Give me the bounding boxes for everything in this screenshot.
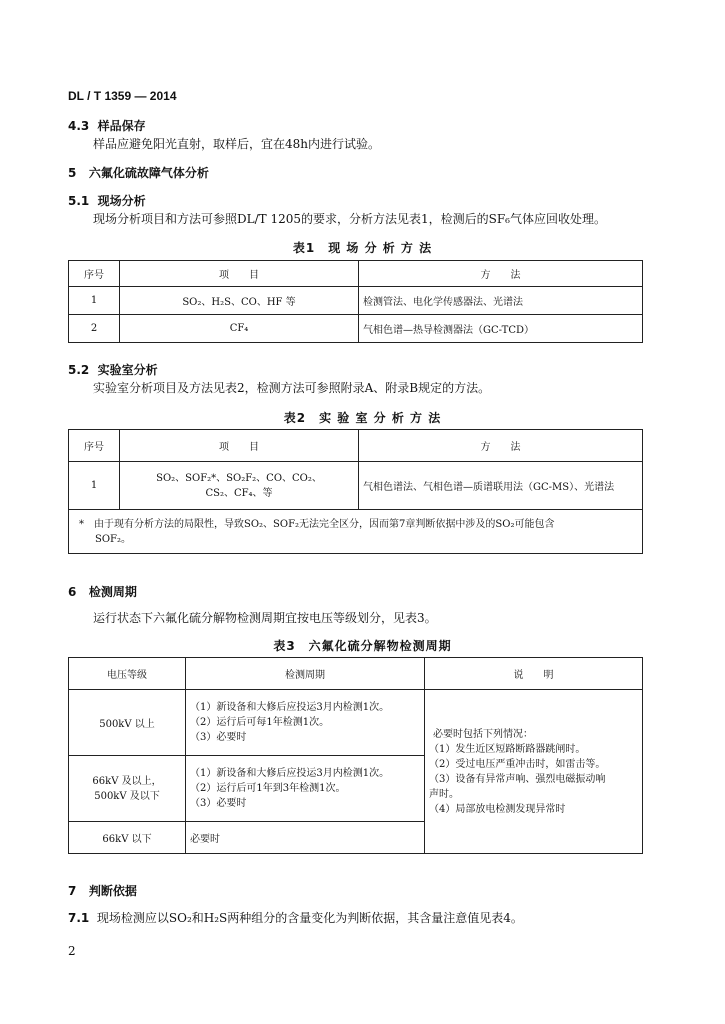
table-cell bbox=[186, 756, 425, 822]
section-7-1-text bbox=[68, 909, 523, 926]
section-5-1-heading bbox=[68, 192, 146, 209]
section-number: 7 bbox=[68, 884, 77, 898]
table-header-cell: 方 法 bbox=[359, 261, 643, 287]
section-text: 现场检测应以SO₂和H₂S两种组分的含量变化为判断依据，其含量注意值见表4。 bbox=[96, 911, 523, 925]
period-line: （3）必要时 bbox=[190, 732, 247, 743]
table-header-cell: 说 明 bbox=[425, 658, 643, 690]
table-3-caption: 表3 六氟化硫分解物检测周期 bbox=[273, 639, 452, 653]
table-header-cell: 电压等级 bbox=[69, 658, 186, 690]
table-cell: 必要时 bbox=[186, 822, 425, 854]
section-title: 六氟化硫故障气体分析 bbox=[88, 166, 209, 180]
period-line: （3）必要时 bbox=[190, 798, 247, 809]
section-title: 判断依据 bbox=[88, 884, 137, 898]
section-title: 检测周期 bbox=[88, 585, 137, 599]
section-4-3-text: 样品应避免阳光直射，取样后，宜在48h内进行试验。 bbox=[93, 137, 381, 151]
table-cell: 检测管法、电化学传感器法、光谱法 bbox=[359, 287, 643, 315]
note-line: 必要时包括下列情况： bbox=[433, 728, 533, 740]
section-number: 6 bbox=[68, 585, 77, 599]
table-header-cell: 序号 bbox=[69, 261, 120, 287]
table-2 bbox=[68, 429, 643, 554]
table-header-cell: 序号 bbox=[69, 430, 120, 462]
note-line: SOF₂。 bbox=[95, 533, 131, 545]
page-number: 2 bbox=[68, 944, 76, 958]
table-1-caption: 表1 现 场 分 析 方 法 bbox=[292, 241, 433, 255]
table-cell: 气相色谱—热导检测器法（GC-TCD） bbox=[359, 315, 643, 343]
table-1 bbox=[68, 260, 643, 343]
table-note bbox=[69, 510, 643, 554]
voltage-line: 500kV 及以下 bbox=[94, 790, 160, 802]
note-line: （4）局部放电检测发现异常时 bbox=[429, 803, 566, 815]
voltage-line: 66kV 及以上， bbox=[92, 775, 162, 787]
item-line: SO₂、SOF₂*、SO₂F₂、CO、CO₂、 bbox=[156, 472, 322, 484]
document-header: DL / T 1359 — 2014 bbox=[68, 89, 177, 103]
table-cell: CF₄ bbox=[120, 315, 359, 343]
table-cell: 气相色谱法、气相色谱—质谱联用法（GC-MS）、光谱法 bbox=[359, 462, 643, 510]
table-cell: 66kV 以下 bbox=[69, 822, 186, 854]
section-4-3-heading bbox=[68, 117, 146, 134]
note-line: （3）设备有异常声响、强烈电磁振动响 bbox=[429, 773, 606, 785]
section-5-2-text: 实验室分析项目及方法见表2，检测方法可参照附录A、附录B规定的方法。 bbox=[93, 381, 491, 395]
item-line: CS₂、CF₄、等 bbox=[205, 487, 273, 499]
section-number: 5 bbox=[68, 166, 77, 180]
table-2-caption: 表2 实 验 室 分 析 方 法 bbox=[283, 411, 442, 425]
table-3 bbox=[68, 657, 643, 854]
section-title: 样品保存 bbox=[97, 119, 146, 133]
section-title: 实验室分析 bbox=[97, 363, 158, 377]
period-line: （2）运行后可每1年检测1次。 bbox=[190, 717, 330, 728]
table-note-cell bbox=[425, 690, 643, 854]
table-cell bbox=[186, 690, 425, 756]
section-number: 5.2 bbox=[68, 363, 90, 377]
section-5-1-text: 现场分析项目和方法可参照DL/T 1205的要求，分析方法见表1，检测后的SF₆气体应回收处理。 bbox=[93, 212, 606, 226]
period-line: （2）运行后可1年到3年检测1次。 bbox=[190, 783, 346, 794]
table-header-cell: 方 法 bbox=[359, 430, 643, 462]
section-5-2-heading bbox=[68, 361, 158, 378]
table-cell: 500kV 以上 bbox=[69, 690, 186, 756]
table-cell: 1 bbox=[69, 287, 120, 315]
section-6-text: 运行状态下六氟化硫分解物检测周期宜按电压等级划分，见表3。 bbox=[93, 611, 437, 625]
note-line: （2）受过电压严重冲击时，如雷击等。 bbox=[429, 758, 606, 770]
table-cell: 1 bbox=[69, 462, 120, 510]
note-line: * 由于现有分析方法的局限性，导致SO₂、SOF₂无法完全区分，因而第7章判断依据中涉及的SO₂可能包含 bbox=[79, 518, 555, 530]
table-header-cell: 项 目 bbox=[120, 430, 359, 462]
section-title: 现场分析 bbox=[97, 194, 146, 208]
section-5-heading bbox=[68, 164, 209, 181]
table-cell: SO₂、H₂S、CO、HF 等 bbox=[120, 287, 359, 315]
section-6-heading bbox=[68, 583, 137, 600]
table-cell bbox=[120, 462, 359, 510]
table-cell bbox=[69, 756, 186, 822]
table-header-cell: 项 目 bbox=[120, 261, 359, 287]
period-line: （1）新设备和大修后应投运3月内检测1次。 bbox=[190, 702, 390, 713]
section-number: 7.1 bbox=[68, 911, 90, 925]
section-number: 4.3 bbox=[68, 119, 90, 133]
section-7-heading bbox=[68, 882, 137, 899]
section-number: 5.1 bbox=[68, 194, 90, 208]
note-line: 声时。 bbox=[429, 788, 459, 800]
period-line: （1）新设备和大修后应投运3月内检测1次。 bbox=[190, 768, 390, 779]
table-cell: 2 bbox=[69, 315, 120, 343]
note-line: （1）发生近区短路断路器跳闸时。 bbox=[429, 743, 586, 755]
table-header-cell: 检测周期 bbox=[186, 658, 425, 690]
